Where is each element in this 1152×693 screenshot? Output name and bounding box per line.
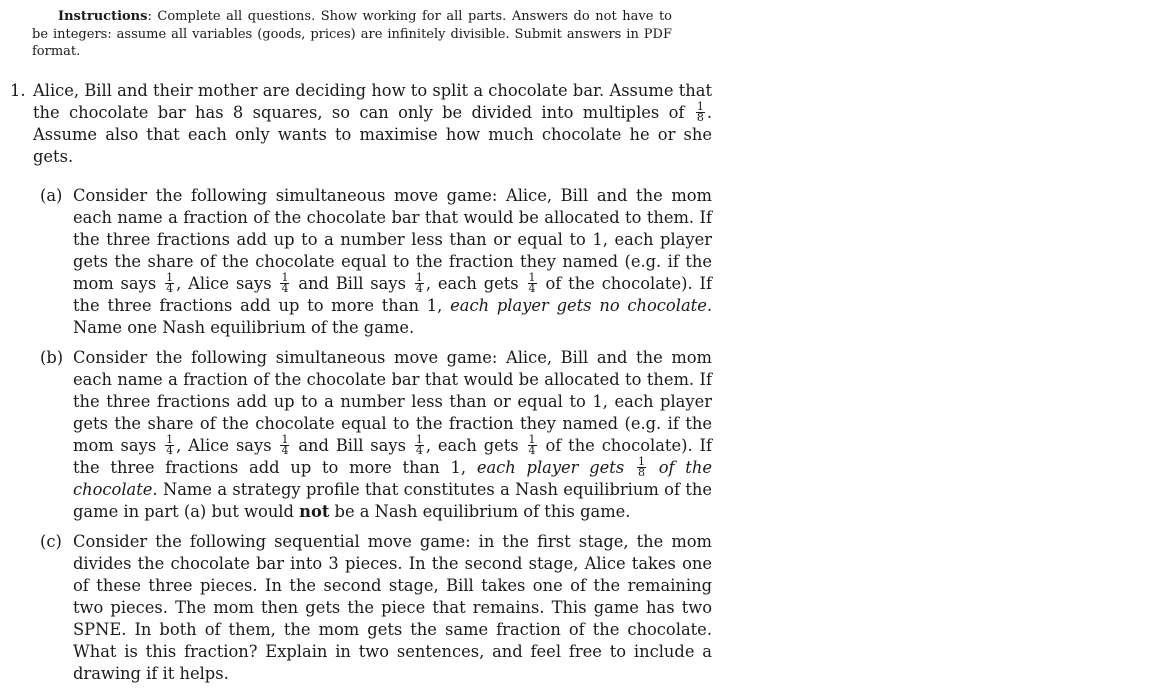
question-1	[10, 80, 712, 693]
instructions-block	[32, 8, 672, 61]
part-a-text: Consider the following simultaneous move game: Alice, Bill and the mom each name a fraction of the chocolate bar that would be allocated to them. If the three fractions add up to a number less than or equal to 1, each player gets the share of the chocolate equal to the fraction they named (e.g. if the mom says $\frac{1}{4}$ , Alice says $\frac{1}{4}$ and Bill says $\frac{1}{4}$ , each gets $\frac{1}{4}$ of the chocolate). If the three fractions add up to more than 1, each player gets no chocolate. Name one Nash equilibrium of the game.	[73, 186, 712, 337]
fraction-one-quarter: $\frac{1}{4}$	[528, 271, 536, 295]
part-b-label: (b)	[40, 348, 64, 367]
fraction-one-eighth: $\frac{1}{8}$	[696, 100, 704, 124]
part-c	[40, 531, 712, 685]
part-a	[40, 185, 712, 339]
fraction-one-quarter: $\frac{1}{4}$	[166, 271, 174, 295]
question-intro	[33, 80, 712, 168]
fraction-one-quarter: $\frac{1}{4}$	[281, 433, 289, 457]
fraction-one-eighth: $\frac{1}{8}$	[637, 455, 645, 479]
question-number: 1.	[10, 81, 26, 100]
fraction-one-quarter: $\frac{1}{4}$	[528, 433, 536, 457]
fraction-one-quarter: $\frac{1}{4}$	[281, 271, 289, 295]
part-a-label: (a)	[40, 186, 63, 205]
emphasis-text: each player gets	[476, 458, 625, 477]
intro-text-2: . Assume also that each only wants to maximise how much chocolate he or she gets.	[33, 103, 712, 166]
question-parts	[10, 185, 712, 685]
intro-text-1: Alice, Bill and their mother are deciding how to split a chocolate bar. Assume that the chocolate bar has 8 squares, so can only be divided into multiples of	[33, 81, 712, 122]
part-c-label: (c)	[40, 532, 62, 551]
emphasis-text: each player gets no chocolate.	[450, 296, 712, 315]
fraction-one-quarter: $\frac{1}{4}$	[415, 271, 423, 295]
bold-not: not	[299, 502, 330, 521]
part-c-text: Consider the following sequential move game: in the first stage, the mom divides the chocolate bar into 3 pieces. In the second stage, Alice takes one of these three pieces. In the second stage, Bill takes one of the remaining two pieces. The mom then gets the piece that remains. This game has two SPNE. In both of them, the mom gets the same fraction of the chocolate. What is this fraction? Explain in two sentences, and feel free to include a drawing if it helps.	[73, 532, 712, 683]
emphasis-text: of the chocolate.	[73, 458, 712, 499]
instructions-text: : Complete all questions. Show working for all parts. Answers do not have to be integers: assume all variables (goods, prices) are infinitely divisible. Submit answers in PDF format.	[32, 9, 672, 59]
instructions-lead: Instructions	[58, 9, 148, 24]
part-b-text: Consider the following simultaneous move game: Alice, Bill and the mom each name a fraction of the chocolate bar that would be allocated to them. If the three fractions add up to a number less than or equal to 1, each player gets the share of the chocolate equal to the fraction they named (e.g. if the mom says $\frac{1}{4}$ , Alice says $\frac{1}{4}$ and Bill says $\frac{1}{4}$ , each gets $\frac{1}{4}$ of the chocolate). If the three fractions add up to more than 1, each player gets $\frac{1}{8}$ of the chocolate. Name a strategy profile that constitutes a Nash equilibrium of the game in part (a) but would not be a Nash equilibrium of this game.	[73, 348, 712, 521]
part-b	[40, 347, 712, 523]
fraction-one-quarter: $\frac{1}{4}$	[166, 433, 174, 457]
fraction-one-quarter: $\frac{1}{4}$	[415, 433, 423, 457]
